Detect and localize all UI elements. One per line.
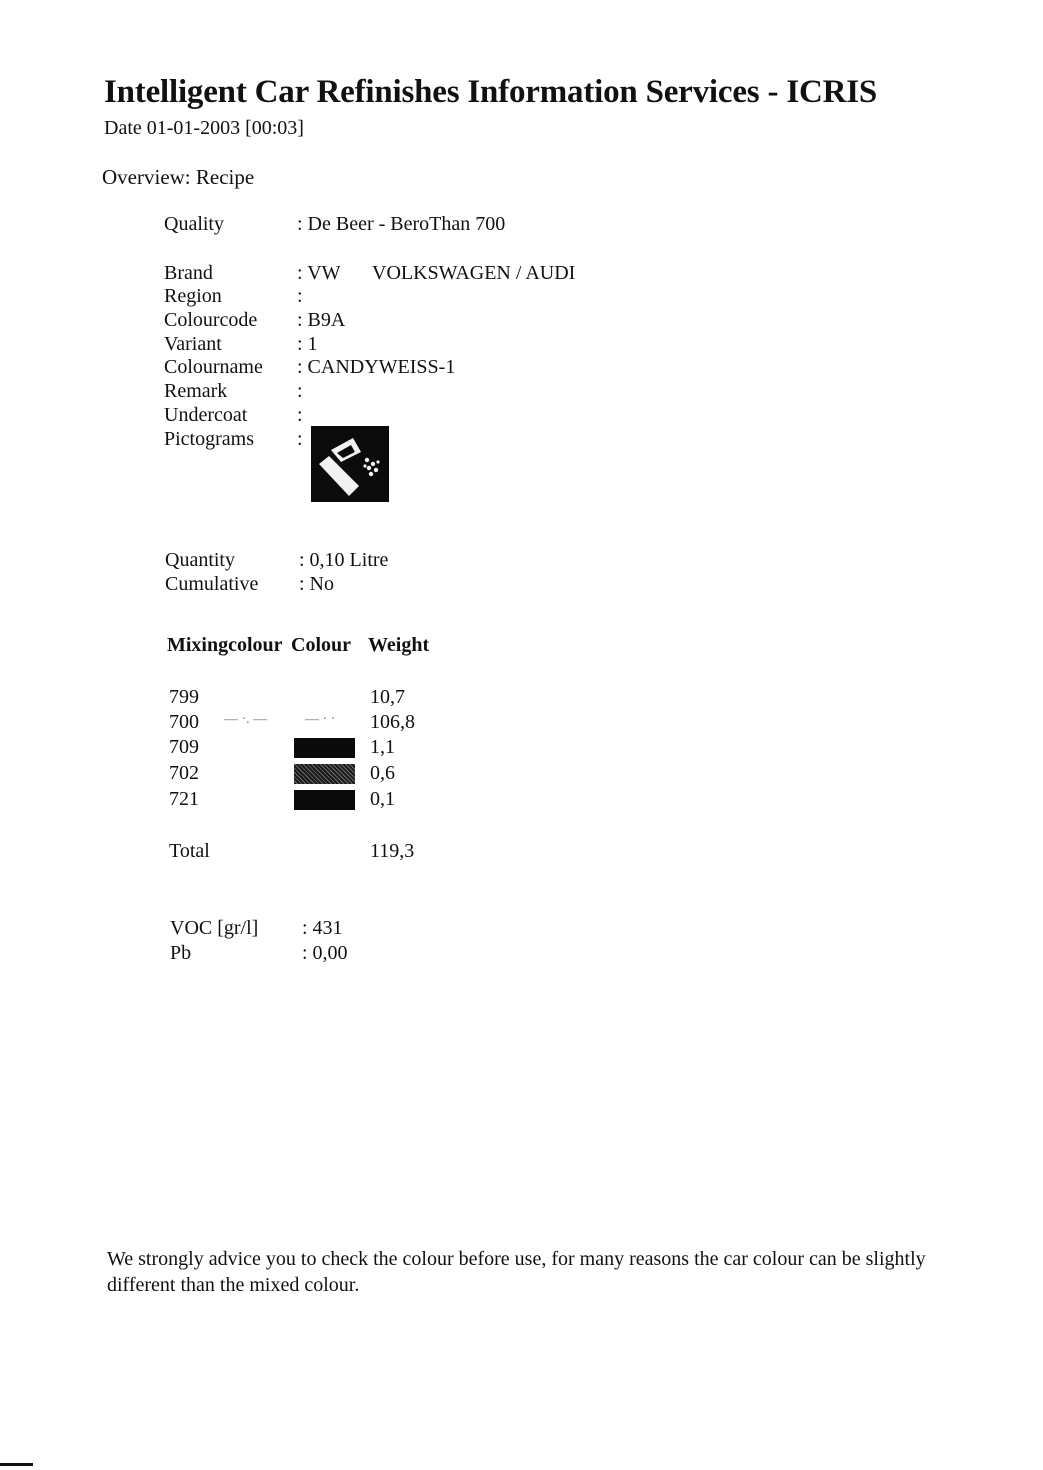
colourname-label: Colourname — [164, 356, 263, 378]
table-row-code: 700 — [169, 711, 199, 733]
quality-label: Quality — [164, 213, 224, 235]
disclaimer-text: We strongly advice you to check the colour before use, for many reasons the car colour can be slightly different than the mixed colour. — [107, 1248, 926, 1296]
pictograms-value: : — [297, 428, 303, 450]
table-row-code: 709 — [169, 736, 199, 758]
scan-edge-mark — [0, 1463, 33, 1466]
quantity-value: : 0,10 Litre — [299, 549, 389, 571]
pb-value: : 0,00 — [302, 942, 348, 964]
table-row-weight: 1,1 — [370, 736, 395, 758]
brand-label: Brand — [164, 262, 213, 284]
colour-header: Colour — [291, 634, 351, 656]
cumulative-value: : No — [299, 573, 334, 595]
remark-value: : — [297, 380, 303, 402]
brand-name: VOLKSWAGEN / AUDI — [372, 262, 576, 284]
page-title: Intelligent Car Refinishes Information Services - ICRIS — [104, 74, 878, 110]
variant-label: Variant — [164, 333, 222, 355]
variant-value: : 1 — [297, 333, 318, 355]
colour-swatch — [294, 764, 355, 784]
table-row-code: 702 — [169, 762, 199, 784]
weight-header: Weight — [368, 634, 430, 656]
undercoat-label: Undercoat — [164, 404, 248, 426]
colourcode-label: Colourcode — [164, 309, 258, 331]
colour-swatch — [294, 738, 355, 758]
quality-value: : De Beer - BeroThan 700 — [297, 213, 506, 235]
table-row-weight: 106,8 — [370, 711, 415, 733]
overview-heading: Overview: Recipe — [102, 165, 255, 189]
table-row-weight: 0,1 — [370, 788, 395, 810]
voc-value: : 431 — [302, 917, 343, 939]
cumulative-label: Cumulative — [165, 573, 259, 595]
total-label: Total — [169, 840, 210, 862]
region-label: Region — [164, 285, 222, 307]
quantity-label: Quantity — [165, 549, 235, 571]
region-value: : — [297, 285, 303, 307]
brand-value: : VW — [297, 262, 341, 284]
remark-label: Remark — [164, 380, 228, 402]
spray-gun-pictogram-icon — [311, 426, 389, 502]
mixingcolour-header: Mixingcolour — [167, 634, 283, 656]
colourname-value: : CANDYWEISS-1 — [297, 356, 456, 378]
colour-swatch — [294, 790, 355, 810]
table-row-weight: 10,7 — [370, 686, 405, 708]
table-row-code: 721 — [169, 788, 199, 810]
table-row-weight: 0,6 — [370, 762, 395, 784]
report-date: Date 01-01-2003 [00:03] — [104, 117, 304, 139]
total-value: 119,3 — [370, 840, 415, 862]
voc-label: VOC [gr/l] — [170, 917, 259, 939]
faint-scan-mark: — ·. — — [224, 712, 268, 727]
pictograms-label: Pictograms — [164, 428, 254, 450]
colourcode-value: : B9A — [297, 309, 346, 331]
faint-scan-mark: — · · — [305, 712, 336, 727]
table-row-code: 799 — [169, 686, 199, 708]
pb-label: Pb — [170, 942, 192, 964]
undercoat-value: : — [297, 404, 303, 426]
